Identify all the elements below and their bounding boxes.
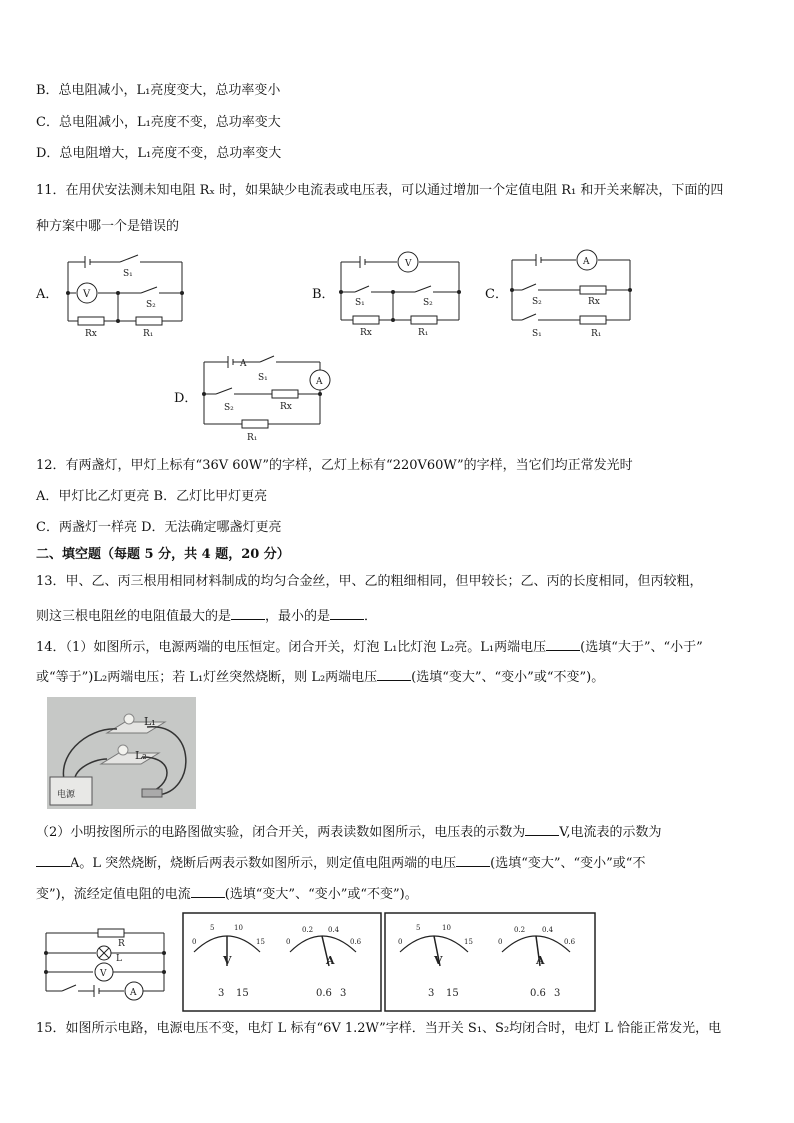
question-12-options-cd: C．两盏灯一样亮 D．无法确定哪盏灯更亮 — [36, 520, 282, 535]
svg-text:5: 5 — [210, 924, 215, 932]
svg-text:L: L — [116, 954, 122, 964]
svg-text:S₁: S₁ — [355, 298, 365, 308]
question-14-part2-line3: 变”)，流经定值电阻的电流 (选填“变大”、“变小”或“不变”)。 — [36, 883, 418, 905]
circuit-b-diagram — [335, 248, 465, 340]
svg-text:S₂: S₂ — [224, 403, 234, 413]
svg-text:V: V — [434, 954, 443, 967]
circuit-a-label: A． — [36, 287, 59, 302]
svg-text:15: 15 — [236, 988, 249, 999]
svg-text:S₁: S₁ — [532, 329, 542, 339]
svg-text:0.6: 0.6 — [530, 988, 546, 999]
svg-text:15: 15 — [256, 938, 265, 946]
option-b-q10: B．总电阻减小，L₁亮度变大，总功率变小 — [36, 83, 281, 98]
question-14-part2-line2: A。L 突然烧断，烧断后两表示数如图所示，则定值电阻两端的电压 (选填“变大”、“变小”或“不 — [36, 852, 645, 874]
circuit-2-diagram — [40, 925, 170, 1003]
circuit-photo — [47, 697, 196, 809]
svg-text:S₂: S₂ — [532, 297, 542, 307]
svg-text:V: V — [223, 954, 232, 967]
svg-text:0.6: 0.6 — [350, 938, 362, 946]
svg-text:Rx: Rx — [588, 297, 600, 307]
svg-text:电源: 电源 — [57, 790, 76, 800]
svg-text:15: 15 — [446, 988, 459, 999]
circuit-c-label: C． — [485, 287, 508, 302]
svg-text:R: R — [118, 939, 125, 949]
svg-text:0: 0 — [286, 938, 291, 946]
svg-text:15: 15 — [464, 938, 473, 946]
option-c-q10: C．总电阻减小，L₁亮度不变，总功率变大 — [36, 115, 281, 130]
circuit-d-label: D． — [174, 391, 198, 406]
svg-text:10: 10 — [442, 924, 451, 932]
question-13-line1: 13．甲、乙、丙三根用相同材料制成的均匀合金丝，甲、乙的粗细相同，但甲较长；乙、丙的长度相同，但丙较粗， — [36, 574, 703, 589]
svg-text:V: V — [405, 259, 412, 269]
question-14-part2-line1: （2）小明按图所示的电路图做实验，闭合开关，两表读数如图所示，电压表的示数为 V,电流表的示数为 — [36, 821, 662, 843]
svg-text:R₁: R₁ — [143, 329, 154, 339]
circuit-a-diagram — [60, 250, 190, 340]
svg-text:Rx: Rx — [360, 328, 372, 338]
svg-text:0.4: 0.4 — [328, 926, 340, 934]
svg-text:A: A — [583, 257, 590, 267]
svg-text:3: 3 — [554, 988, 561, 999]
question-11-line2: 种方案中哪一个是错误的 — [36, 219, 180, 234]
svg-text:0.6: 0.6 — [564, 938, 576, 946]
svg-text:S₁: S₁ — [123, 269, 133, 279]
question-12: 12．有两盏灯，甲灯上标有“36V 60W”的字样，乙灯上标有“220V60W”的字样，当它们均正常发光时 — [36, 458, 633, 473]
svg-text:Rx: Rx — [280, 402, 292, 412]
section-2-heading: 二、填空题（每题 5 分，共 4 题，20 分） — [36, 547, 290, 562]
svg-text:0: 0 — [498, 938, 503, 946]
svg-text:0.2: 0.2 — [302, 926, 314, 934]
svg-text:0.6: 0.6 — [316, 988, 332, 999]
question-15: 15．如图所示电路，电源电压不变，电灯 L 标有“6V 1.2W”字样．当开关 S₁、S₂均闭合时，电灯 L 恰能正常发光，电 — [36, 1021, 722, 1036]
circuit-b-label: B． — [312, 287, 335, 302]
question-12-options-ab: A．甲灯比乙灯更亮 B．乙灯比甲灯更亮 — [36, 489, 268, 504]
svg-text:A: A — [240, 359, 247, 369]
svg-text:R₁: R₁ — [418, 328, 429, 338]
circuit-d-diagram — [198, 352, 338, 444]
question-14-line1: 14．（1）如图所示，电源两端的电压恒定。闭合开关，灯泡 L₁比灯泡 L₂亮。L₁两端电压 (选填“大于”、“小于” — [36, 636, 703, 658]
svg-text:3: 3 — [218, 988, 225, 999]
svg-text:A: A — [130, 988, 137, 998]
voltmeter-label: V — [83, 289, 91, 300]
question-11-line1: 11．在用伏安法测未知电阻 Rₓ 时，如果缺少电流表或电压表，可以通过增加一个定值电阻 R₁ 和开关来解决，下面的四 — [36, 183, 724, 198]
svg-text:S₂: S₂ — [423, 298, 433, 308]
svg-text:V: V — [100, 969, 107, 979]
svg-text:Rx: Rx — [85, 329, 97, 339]
svg-text:3: 3 — [340, 988, 347, 999]
question-14-line2: 或“等于”)L₂两端电压；若 L₁灯丝突然烧断，则 L₂两端电压 (选填“变大”、“变小”或“不变”)。 — [36, 666, 604, 688]
svg-text:S₂: S₂ — [146, 300, 156, 310]
question-13-line2: 则这三根电阻丝的电阻值最大的是 ，最小的是 ． — [36, 605, 377, 627]
svg-text:A: A — [316, 377, 323, 387]
svg-text:A: A — [326, 954, 335, 967]
svg-text:L₁: L₁ — [144, 715, 156, 728]
svg-text:R₁: R₁ — [247, 433, 258, 443]
svg-text:R₁: R₁ — [591, 329, 602, 339]
svg-text:L₂: L₂ — [135, 749, 147, 762]
meter-panel-before — [182, 912, 382, 1012]
svg-text:0.2: 0.2 — [514, 926, 526, 934]
svg-text:A: A — [536, 954, 545, 967]
option-d-q10: D．总电阻增大，L₁亮度不变，总功率变大 — [36, 146, 282, 161]
svg-text:0: 0 — [398, 938, 403, 946]
meter-panel-after — [384, 912, 596, 1012]
svg-text:S₁: S₁ — [258, 373, 268, 383]
svg-text:0: 0 — [192, 938, 197, 946]
svg-text:5: 5 — [416, 924, 421, 932]
svg-text:3: 3 — [428, 988, 435, 999]
svg-text:0.4: 0.4 — [542, 926, 554, 934]
svg-text:10: 10 — [234, 924, 243, 932]
circuit-c-diagram — [506, 248, 636, 340]
